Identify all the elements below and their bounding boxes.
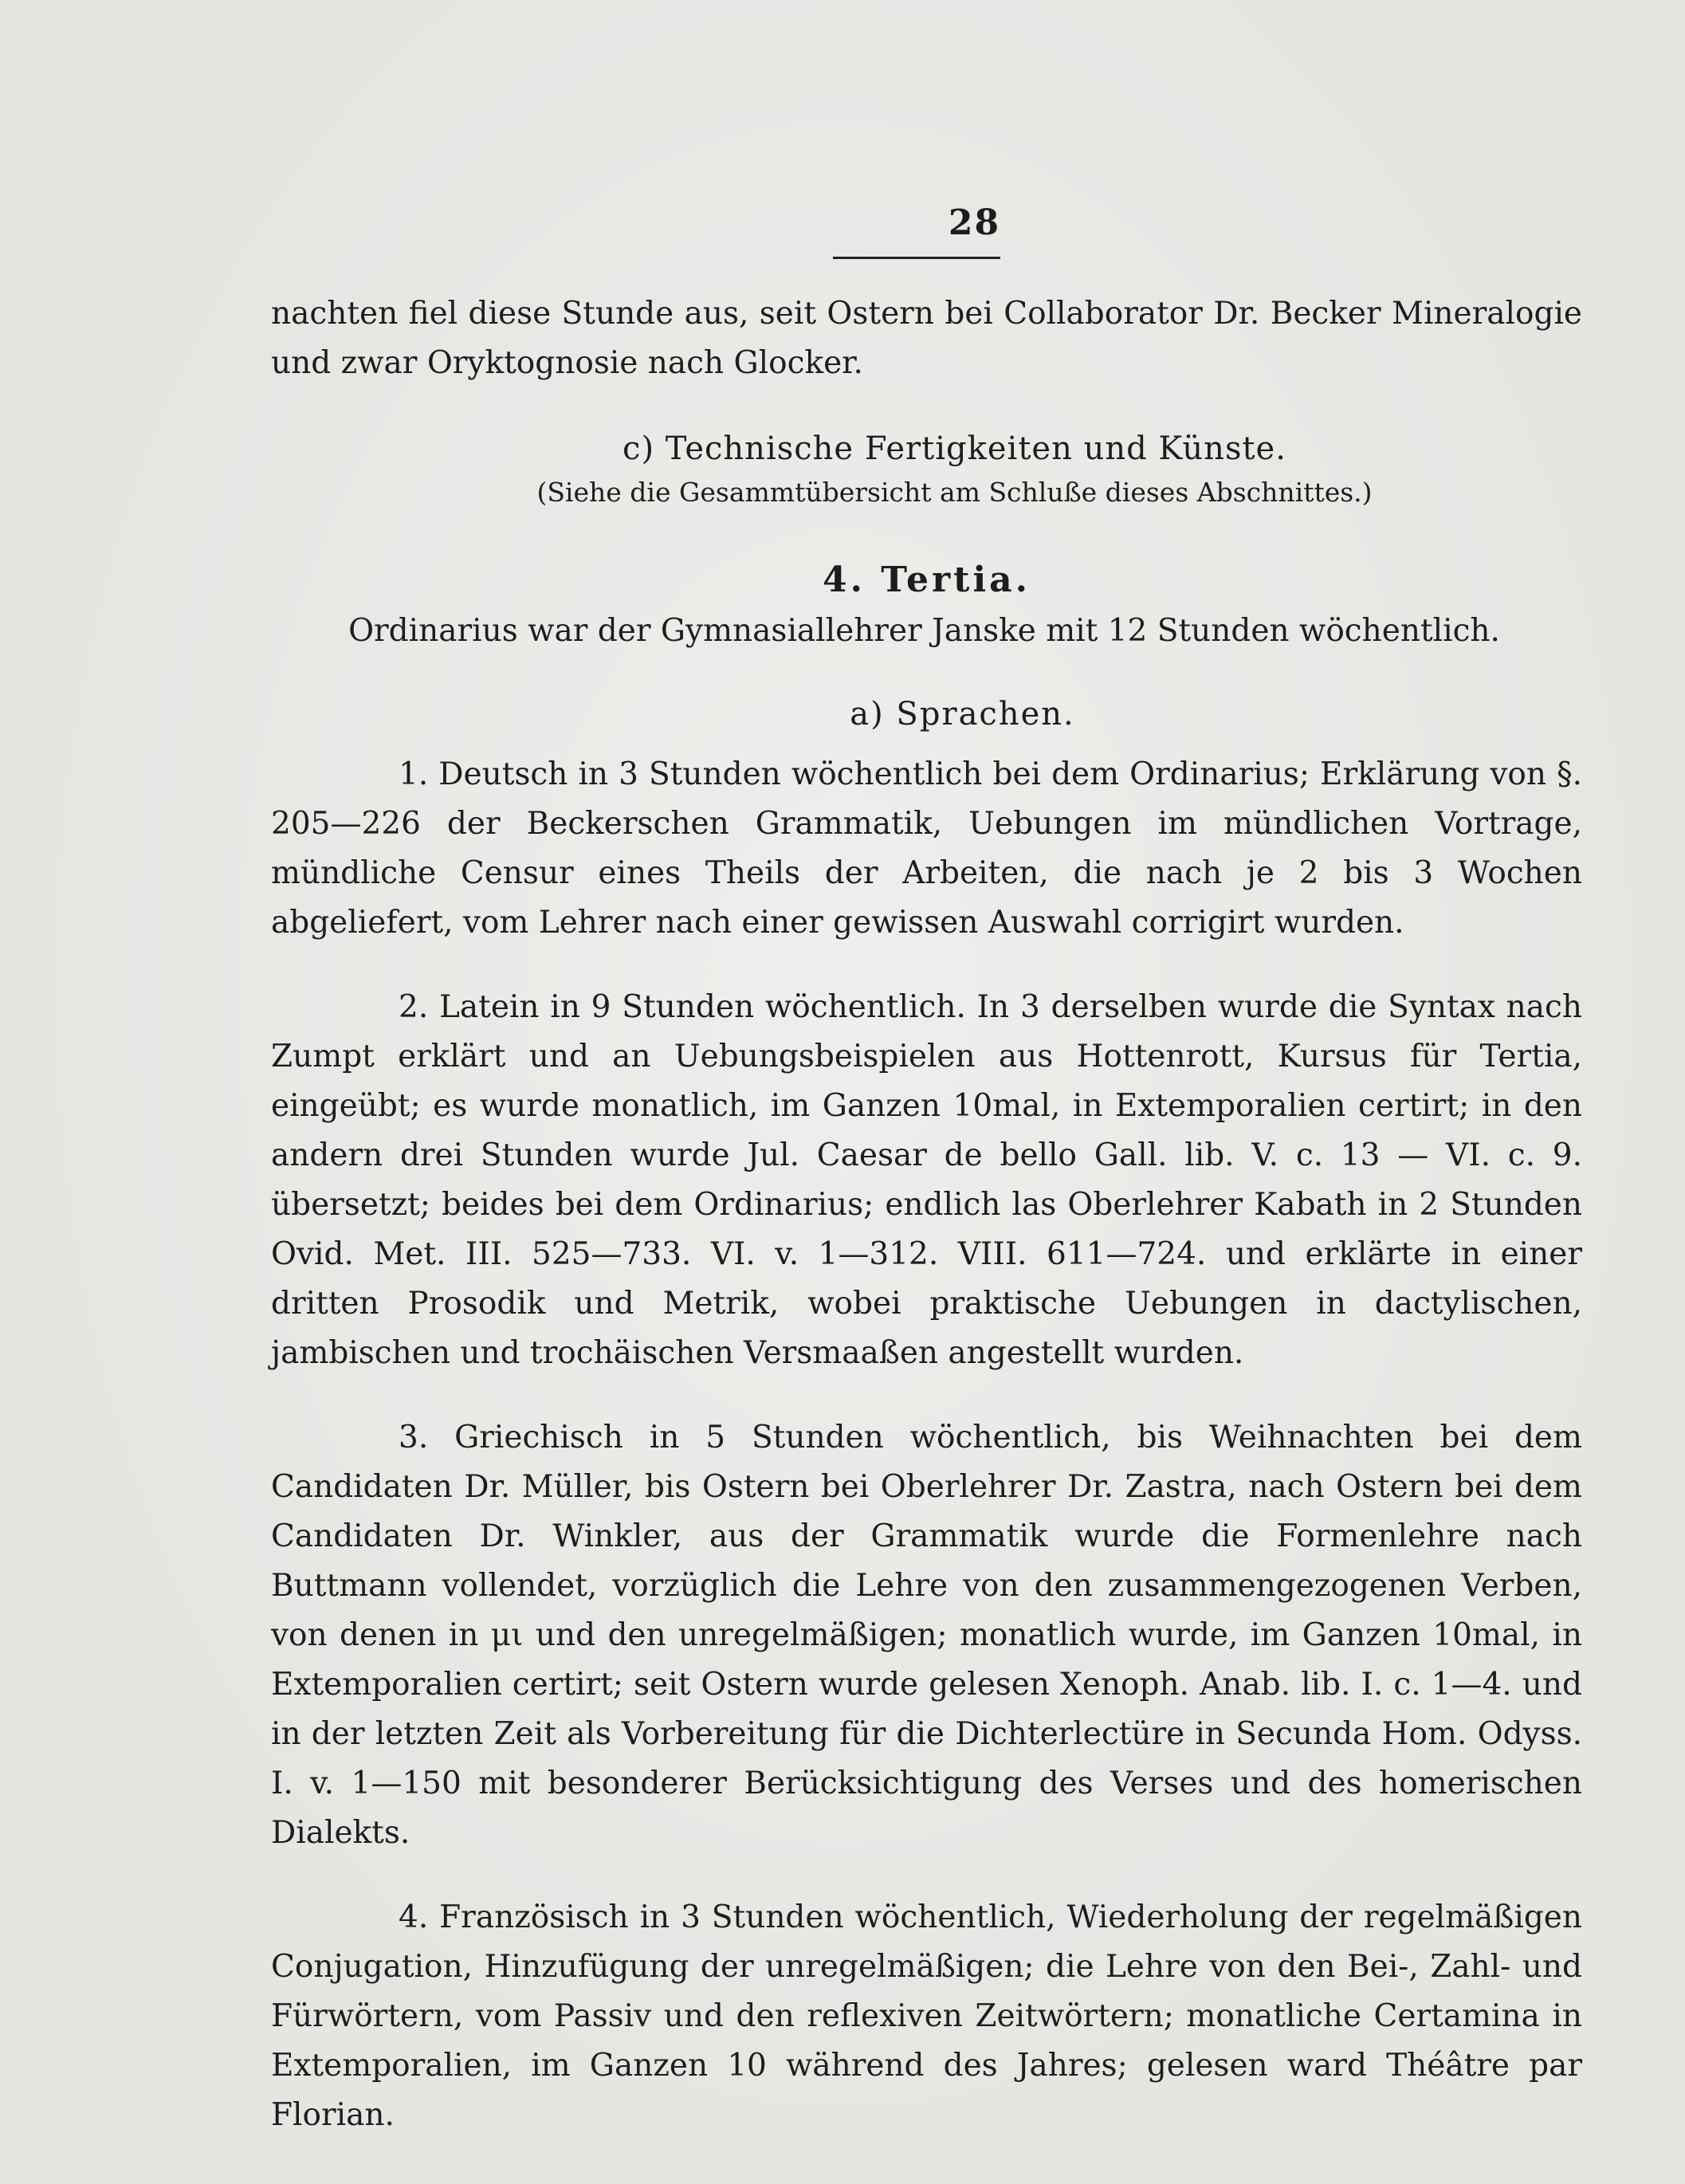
paragraph-deutsch: 1. Deutsch in 3 Stunden wöchentlich bei dem Ordinarius; Erklärung von §. 205—226 der Beckerschen Grammatik, Uebungen im mündlichen Vortrage, mündliche Censur eines Theils der Arbeiten, die nach je 2 bis 3 Wochen abgeliefert, vom Lehrer nach einer gewissen Auswahl corrigirt wurden. xyxy=(271,756,1582,941)
paragraph-franzoesisch: 4. Französisch in 3 Stunden wöchentlich, Wiederholung der regelmäßigen Conjugation, Hinzufügung der unregelmäßigen; die Lehre von den Bei-, Zahl- und Fürwörtern, vom Passiv und den reflexiven Zeitwörtern; monatliche Certamina in Extemporalien, im Ganzen 10 während des Jahres; gelesen ward Théâtre par Florian. xyxy=(271,1899,1582,2133)
section-4-heading: 4. Tertia. xyxy=(823,560,1031,600)
continuation-paragraph: nachten fiel diese Stunde aus, seit Ostern bei Collaborator Dr. Becker Mineralogie und zwar Oryktognosie nach Glocker. xyxy=(271,296,1582,381)
page-content xyxy=(271,199,1582,2140)
section-c-note: (Siehe die Gesammtübersicht am Schluße dieses Abschnittes.) xyxy=(536,477,1373,508)
ordinarius-line: Ordinarius war der Gymnasiallehrer Janske mit 12 Stunden wöchentlich. xyxy=(348,613,1500,649)
paragraph-latein: 2. Latein in 9 Stunden wöchentlich. In 3 derselben wurde die Syntax nach Zumpt erklärt und an Uebungsbeispielen aus Hottenrott, Kursus für Tertia, eingeübt; es wurde monatlich, im Ganzen 10mal, in Extemporalien certirt; in den andern drei Stunden wurde Jul. Caesar de bello Gall. lib. V. c. 13 — VI. c. 9. übersetzt; beides bei dem Ordinarius; endlich las Oberlehrer Kabath in 2 Stunden Ovid. Met. III. 525—733. VI. v. 1—312. VIII. 611—724. und erklärte in einer dritten Prosodik und Metrik, wobei praktische Uebungen in dactylischen, jambischen und trochäischen Versmaaßen angestellt wurden. xyxy=(271,989,1582,1371)
section-c-heading: c) Technische Fertigkeiten und Künste. xyxy=(623,430,1286,467)
page-number-rule xyxy=(833,257,1000,259)
page-number: 28 xyxy=(948,202,1001,243)
paragraph-griechisch: 3. Griechisch in 5 Stunden wöchentlich, bis Weihnachten bei dem Candidaten Dr. Müller, bis Ostern bei Oberlehrer Dr. Zastra, nach Ostern bei dem Candidaten Dr. Winkler, aus der Grammatik wurde die Formenlehre nach Buttmann vollendet, vorzüglich die Lehre von den zusammengezogenen Verben, von denen in μι und den unregelmäßigen; monatlich wurde, im Ganzen 10mal, in Extemporalien certirt; seit Ostern wurde gelesen Xenoph. Anab. lib. I. c. 1—4. und in der letzten Zeit als Vorbereitung für die Dichterlectüre in Secunda Hom. Odyss. I. v. 1—150 mit besonderer Berücksichtigung des Verses und des homerischen Dialekts. xyxy=(271,1420,1582,1851)
subsection-a-heading: a) Sprachen. xyxy=(850,696,1075,733)
